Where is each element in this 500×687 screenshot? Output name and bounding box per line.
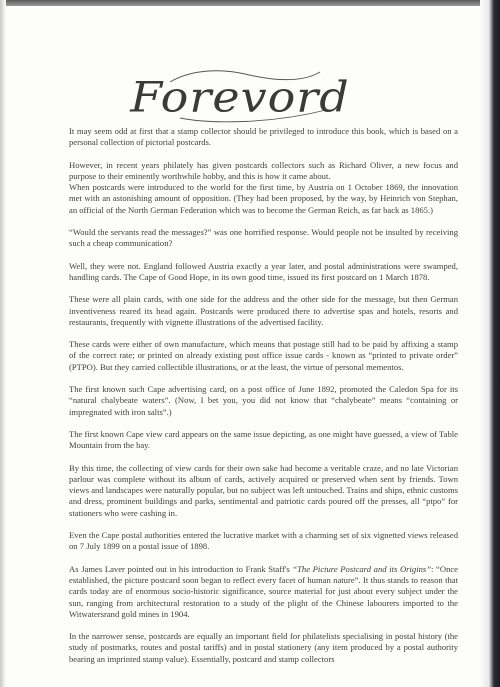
right-edge-binding	[480, 0, 500, 687]
paragraph: Well, they were not. England followed Austria exactly a year later, and postal administrations were swamped, handling cards. The Cape of Good Hope, in its own good time, issued its first postcard on 1 March 1878.	[69, 260, 458, 282]
paragraph: By this time, the collecting of view cards for their own sake had become a veritable craze, and no late Victorian parlour was complete without its album of cards, actively acquired or preserved when sent by friends. Town views and landscapes were naturally popular, but no subject was left untouched. Trains and ships, ethnic customs and dress, prominent buildings and parks, sentimental and patriotic cards poured off the presses, all “ptpo” for stationers who were cashing in.	[69, 462, 458, 518]
laver-paragraph	[69, 564, 458, 620]
laver-prefix: As James Laver pointed out in his introduction to Frank Staff's	[69, 563, 293, 574]
paragraph: The first known such Cape advertising card, on a post office of June 1892, promoted the Caledon Spa for its “natural chalybeate waters”. (Now, I bet you, you did not know that “chalybeate” means “containing or impregnated with iron salts”.)	[69, 384, 458, 417]
foreword-body	[69, 126, 458, 676]
paragraph-final: In the narrower sense, postcards are equally an important field for philatelists specialising in postal history (the study of postmarks, routes and postal tariffs) and in postal stationery (any item produced by a postal authority bearing an imprinted stamp value). Essentially, postcard and stamp collectors	[69, 631, 458, 664]
top-edge-shadow	[0, 0, 500, 6]
paragraph: Even the Cape postal authorities entered the lucrative market with a charming set of six vignetted views released on 7 July 1899 on a postal issue of 1898.	[69, 530, 458, 552]
paragraph: When postcards were introduced to the world for the first time, by Austria on 1 October 1869, the innovation met with an astonishing amount of opposition. (They had been proposed, by the way, by Heinrich von Stephan, an official of the North German Federation which was to become the German Reich, as far back as 1865.)	[69, 182, 458, 215]
paragraph: These were all plain cards, with one side for the address and the other side for the message, but then German inventiveness reared its head again. Postcards were produced there to advertise spas and hotels, resorts and restaurants, frequently with vignette illustrations of the advertised facility.	[69, 294, 458, 327]
paragraph: It may seem odd at first that a stamp collector should be privileged to introduce this book, which is based on a personal collection of pictorial postcards.	[69, 126, 458, 148]
paragraph: These cards were either of own manufacture, which means that postage still had to be paid by affixing a stamp of the correct rate; or printed on already existing post office issue cards - known as “printed to private order” (PTPO). But they carried collectible illustrations, or at the least, the virtue of personal mementos.	[69, 339, 458, 372]
laver-suffix: : “Once established, the picture postcard soon began to reflect every facet of human nature”. It thus stands to reason that cards today are of enormous socio-historic significance, source material for just about every subject under the sun, ranging from architectural restoration to a study of the plight of the Chinese labourers imported to the Witwatersrand gold mines in 1904.	[69, 563, 458, 619]
paragraph: “Would the servants read the messages?” was one horrified response. Would people not be insulted by receiving such a cheap communication?	[69, 227, 458, 249]
book-title-reference: “The Picture Postcard and its Origins”	[292, 563, 432, 574]
page-title: Forevord	[130, 72, 350, 122]
paragraph: The first known Cape view card appears on the same issue depicting, as one might have guessed, a view of Table Mountain from the bay.	[69, 428, 458, 451]
paragraph: However, in recent years philately has given postcards collectors such as Richard Oliver, a new focus and purpose to their eminently worthwhile hobby, and this is how it came about.	[69, 159, 458, 181]
